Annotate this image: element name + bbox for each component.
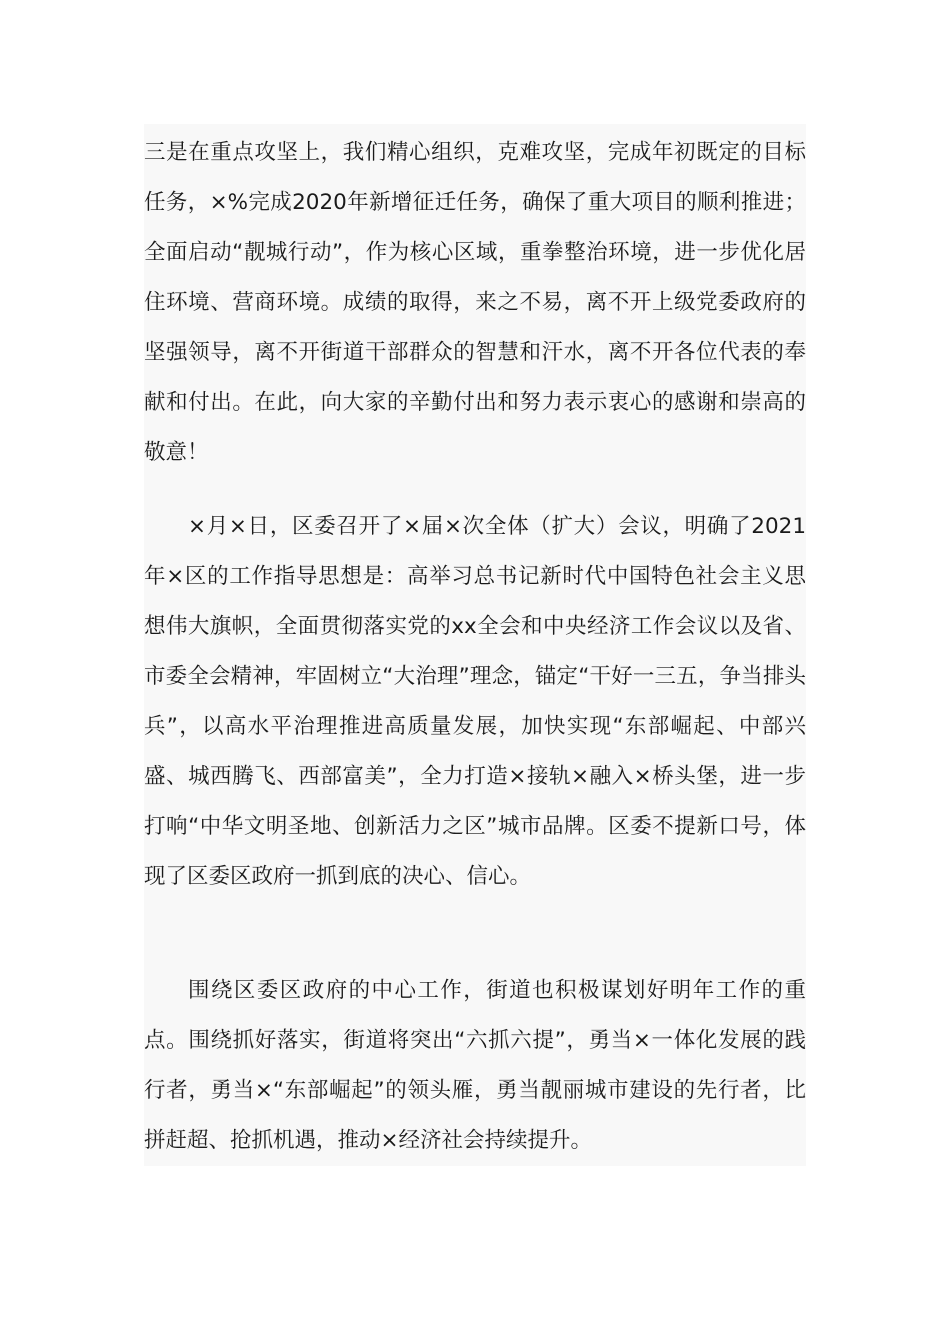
document-body — [144, 124, 806, 1166]
paragraph-1: 三是在重点攻坚上，我们精心组织，克难攻坚，完成年初既定的目标任务，×%完成2020年新增征迁任务，确保了重大项目的顺利推进；全面启动“靓城行动”，作为核心区域，重拳整治环境，进一步优化居住环境、营商环境。成绩的取得，来之不易，离不开上级党委政府的坚强领导，离不开街道干部群众的智慧和汗水，离不开各位代表的奉献和付出。在此，向大家的辛勤付出和努力表示衷心的感谢和崇高的敬意！ — [144, 140, 806, 465]
paragraph-3: 围绕区委区政府的中心工作，街道也积极谋划好明年工作的重点。围绕抓好落实，街道将突出“六抓六提”，勇当×一体化发展的践行者，勇当×“东部崛起”的领头雁，勇当靓丽城市建设的先行者，比拼赶超、抢抓机遇，推动×经济社会持续提升。 — [144, 978, 806, 1153]
paragraph-2: ×月×日，区委召开了×届×次全体（扩大）会议，明确了2021年×区的工作指导思想是：高举习总书记新时代中国特色社会主义思想伟大旗帜，全面贯彻落实党的xx全会和中央经济工作会议以及省、市委全会精神，牢固树立“大治理”理念，锚定“干好一三五，争当排头兵”，以高水平治理推进高质量发展，加快实现“东部崛起、中部兴盛、城西腾飞、西部富美”，全力打造×接轨×融入×桥头堡，进一步打响“中华文明圣地、创新活力之区”城市品牌。区委不提新口号，体现了区委区政府一抓到底的决心、信心。 — [144, 514, 806, 889]
